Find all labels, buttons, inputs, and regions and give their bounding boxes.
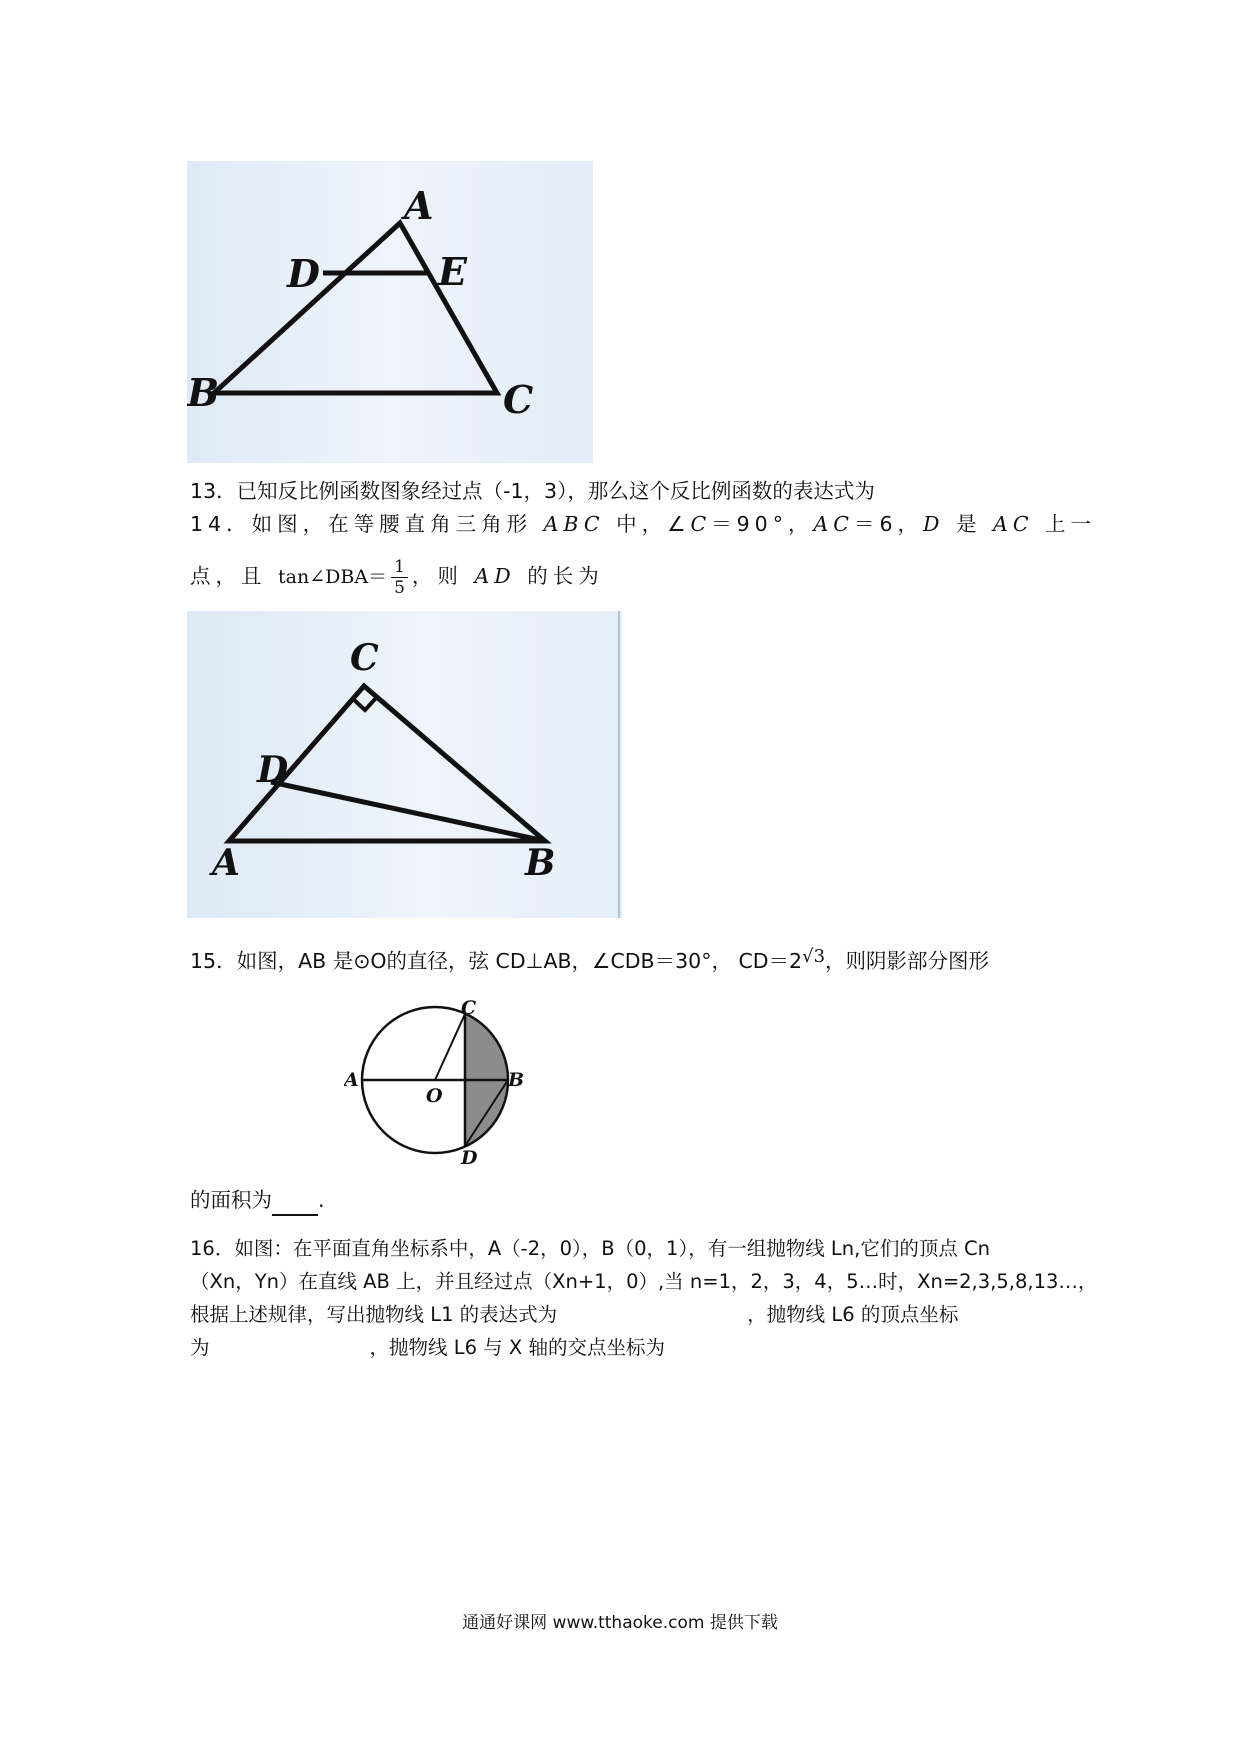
q14-tan-expression: tan∠DBA＝ bbox=[278, 566, 388, 588]
q14-text: 中，∠ bbox=[604, 512, 691, 536]
q16-text: ，抛物线 L6 与 X 轴的交点坐标为 bbox=[369, 1336, 665, 1359]
q14-text: 上一 bbox=[1033, 512, 1097, 536]
label-c: C bbox=[350, 637, 379, 679]
figure-triangle-ade bbox=[187, 161, 593, 463]
label-a: A bbox=[344, 1069, 359, 1091]
question-15-line1 bbox=[190, 945, 1060, 979]
q14-ac2: AC bbox=[993, 512, 1034, 536]
q14-text: ＝6， bbox=[853, 512, 924, 536]
q14-text: 点，且 bbox=[190, 564, 279, 588]
question-16-line2 bbox=[190, 1266, 1098, 1298]
label-o: O bbox=[426, 1085, 443, 1107]
label-d: D bbox=[461, 1147, 478, 1166]
q14-ad: AD bbox=[474, 564, 516, 588]
answer-blank[interactable] bbox=[272, 1192, 318, 1216]
q15-text: . bbox=[318, 1188, 325, 1212]
question-16-line4 bbox=[190, 1332, 1060, 1364]
fraction-denominator: 5 bbox=[394, 577, 405, 598]
label-e: E bbox=[438, 249, 467, 294]
label-b: B bbox=[525, 842, 556, 884]
q16-text: （Xn，Yn）在直线 AB 上，并且经过点（Xn+1，0）,当 n=1，2，3，4，5…时，Xn=2,3,5,8,13…， bbox=[190, 1270, 1098, 1293]
q14-ac: AC bbox=[813, 512, 854, 536]
q15-text: ，则阴影部分图形 bbox=[825, 949, 990, 973]
q14-text: 14．如图，在等腰直角三角形 bbox=[190, 512, 544, 536]
q14-text: 的长为 bbox=[515, 564, 604, 588]
question-16-line3 bbox=[190, 1299, 1060, 1331]
question-14-line2 bbox=[190, 552, 1060, 601]
label-a: A bbox=[404, 183, 434, 228]
q14-d: D bbox=[923, 512, 945, 536]
q14-abc: ABC bbox=[543, 512, 605, 536]
label-d: D bbox=[287, 251, 320, 296]
q15-sqrt: √3 bbox=[802, 946, 826, 967]
label-b: B bbox=[508, 1069, 525, 1091]
triangle-dba-svg bbox=[187, 611, 622, 918]
q16-text: 16．如图：在平面直角坐标系中，A（-2，0），B（0，1），有一组抛物线 Ln,它们的顶点 Cn bbox=[190, 1237, 990, 1260]
question-14-line1 bbox=[190, 508, 1097, 540]
question-13 bbox=[190, 475, 1060, 507]
question-13-text: 13．已知反比例函数图象经过点（-1，3），那么这个反比例函数的表达式为 bbox=[190, 479, 875, 503]
label-c: C bbox=[503, 377, 534, 422]
q15-text: 的面积为 bbox=[190, 1188, 272, 1212]
q14-text: ，则 bbox=[411, 564, 475, 588]
figure-background bbox=[187, 611, 622, 918]
label-b: B bbox=[187, 370, 220, 415]
q14-text: 是 bbox=[944, 512, 994, 536]
radius-oc bbox=[435, 1014, 465, 1080]
q16-text: 根据上述规律，写出抛物线 L1 的表达式为 bbox=[190, 1303, 558, 1326]
question-15-line2 bbox=[190, 1184, 1060, 1216]
label-a: A bbox=[212, 842, 240, 884]
q14-text: ＝90°， bbox=[711, 512, 814, 536]
figure-triangle-dba bbox=[187, 611, 622, 918]
q14-fraction bbox=[391, 557, 408, 598]
figure-circle bbox=[344, 1000, 526, 1166]
page-footer: 通通好课网 www.tthaoke.com 提供下载 bbox=[462, 1613, 778, 1633]
q15-text: 15．如图，AB 是⊙O的直径，弦 CD⊥AB，∠CDB＝30°， CD＝2 bbox=[190, 949, 803, 973]
circle-svg bbox=[344, 1000, 526, 1166]
fraction-numerator: 1 bbox=[391, 557, 408, 578]
label-c: C bbox=[461, 1000, 477, 1019]
label-d: D bbox=[257, 749, 289, 791]
q14-c: C bbox=[690, 512, 712, 536]
triangle-ade-svg bbox=[187, 161, 593, 463]
question-16-line1 bbox=[190, 1233, 1060, 1265]
q16-text: 为 bbox=[190, 1336, 210, 1359]
q16-text: ，抛物线 L6 的顶点坐标 bbox=[747, 1303, 959, 1326]
